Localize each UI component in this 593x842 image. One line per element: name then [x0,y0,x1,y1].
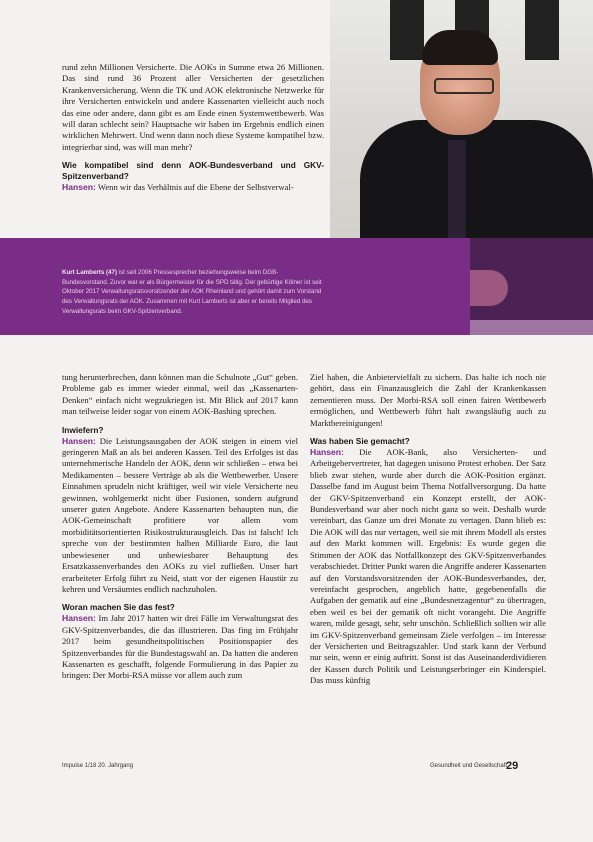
speaker-label: Hansen: [310,447,344,458]
left-intro: tung herunterbrechen, dann können man die Schulnote „Gut“ geben. Probleme gab es immer wieder einmal, weil das „Kassenarten-Denken“ einfach nicht wegzukriegen ist. Mit Blick auf 2017 kann man teilweise leider sogar von einem AOK-Bashing sprechen. [62,372,298,417]
person-glasses [434,78,494,94]
top-paragraph: rund zehn Millionen Versicherte. Die AOKs in Summe etwa 26 Millionen. Das sind rund 36 Prozent aller Versicherten der gesetzlichen Krankenversicherung. Wenn die TK und AOK elektronische Netzwerke für ihre Versicherten entwickeln und andere Kassenarten vielleicht auch noch das eine oder andere, dann gibt es am Ende einen Systemwettbewerb. Was will daran schlecht sein? Hauptsache wir haben im Ergebnis endlich einen wirklichen Mehrwert. Und wenn dann noch diese Systeme kompatibel bzw. integrierbar sind, was will man mehr? [62,62,324,152]
top-answer-text: Wenn wir das Verhältnis auf die Ebene der Selbstverwal- [97,182,294,193]
top-question: Wie kompatibel sind denn AOK-Bundesverband und GKV-Spitzenverband? [62,160,324,182]
right-column [310,372,546,687]
right-answer-1-text: Die AOK-Bank, also Versicherten- und Arbeitgebervertreter, hat dagegen unisono Protest erhoben. Der Satz blieb zwar stehen, wurde aber durch die AOK-Position ergänzt. Dasselbe fand im August beim Thema Notfallversorgung. Da hatte der GKV-Spitzenverband ein Konzept erstellt, der AOK-Bundesverband war aber noch nicht ganz so weit. Deshalb wurde vereinbart, das Ganze um drei Monate zu vertagen. Dann blieb es: Die AOK will das nur vertagen, weil sie mit ihrem Modell als erstes auf den Markt kommen will. Ergebnis: Es wurde gegen die Stimmen der AOK das Notfallkonzept des GKV-Spitzenverbandes verabschiedet. Dritter Punkt waren die Angriffe anderer Kassenarten auf den Vorstandsvorsitzenden der AOK-Bundesverbandes, der, vereinfacht gesprochen, angeblich hatte, gegebenenfalls die Aufgaben der gematik auf eine „Bundesnetzagentur“ zu übertragen, eben weil es bei der gematik oft nicht vorangeht. Die Angriffe waren, milde gesagt, sehr, sehr unschön. Schließlich sollten wir alle im GKV-Spitzenverband gemeinsam Ziele verfolgen – im Interesse der Versicherten und Beitragszahler. Und stark kann der Verbund nur sein, wenn er einig auftritt. Sonst ist das Auseinanderdividieren der Kassen durch Politik und Leistungserbringer ein Kinderspiel. Das muss künftig [310,447,546,686]
left-question-2: Woran machen Sie das fest? [62,602,175,613]
caption-band-overlay [470,238,593,335]
right-question-1: Was haben Sie gemacht? [310,436,410,447]
speaker-label: Hansen: [62,435,96,446]
left-answer-1-text: Die Leistungsausgaben der AOK steigen in einem viel geringeren Maß an als bei anderen Kassen. Teil des Erfolges ist das unternehmerische Handeln der AOK, denn wir schließen – etwa bei Medikamenten – bessere Verträge ab als die Wettbewerber. Unsere Einnahmen sprudeln nicht kräftiger, weil wir viele Versicherte neu gewinnen, wohlgemerkt nicht über Fusionen, sondern aufgrund unserer guten Angebote. Andere Kassenarten behaupten nun, die AOK-Gemeinschaft profitiere vor allem vom morbiditätsorientierten Risikostrukturausgleich. Das ist falsch! Ich spreche von der bestimmten halben Milliarde Euro, die laut unbewiesener und unbewiesbarer Behauptung des Ersatzkassenverbandes den AOKs zu viel zufließen. Unser hart erarbeiteter Erfolg führt zu Neid, statt vor der eigenen Haustür zu kehren und Versäumtes endlich nachzuholen. [62,435,298,594]
right-answer-1 [310,447,546,687]
left-question-1: Inwiefern? [62,424,104,435]
page-number: 29 [506,760,519,772]
left-answer-2 [62,613,298,681]
left-column [62,372,298,682]
left-answer-2-text: Im Jahr 2017 hatten wir drei Fälle im Verwaltungsrat des GKV-Spitzenverbandes, die das illustrieren. Das fing im Frühjahr 2017 beim gesundheitspolitischen Positionspapier des Spitzenverbandes für die Bundestagswahl an. Da hatten die anderen Kassenarten es geschafft, folgende Formulierung in das Papier zu bringen: Der Morbi-RSA müsse vor allem auch zum [62,613,299,681]
speaker-label: Hansen: [62,613,96,624]
caption-name: Kurt Lamberts (47) [62,269,118,276]
footer-publication: Impulse 1/18 20. Jahrgang [62,763,134,769]
top-answer [62,182,324,193]
top-column [62,62,324,194]
person-hair [422,30,498,65]
speaker-label: Hansen: [62,182,96,193]
caption-body: ist seit 2006 Pressesprecher beziehungsweise beim DGB-Bundesvorstand. Zuvor war er als Bürgermeister für die SPD tätig. Der gebürtige Kölner ist seit Oktober 2017 Verwaltungsratsvorsitzender der AOK Rheinland und gehört damit zum Vorstand des Verwaltungsrats der AOK. Zusammen mit Kurt Lamberts ist aber er bereits Mitglied des Verwaltungsrats beim GKV-Spitzenverband. [62,269,322,315]
right-intro: Ziel haben, die Anbietervielfalt zu sichern. Das halte ich noch nie gehört, dass ein Finanzausgleich die Zahl der Krankenkassen zementieren muss. Der Morbi-RSA soll einen fairen Wettbewerb ermöglichen, und Wettbewerb führt halt zwangsläufig auch zu Marktbereinigungen! [310,372,546,428]
window-shape [525,0,559,60]
window-shape [390,0,424,60]
left-answer-1 [62,436,298,596]
photo-caption [62,268,322,317]
footer-section: Gesundheit und Gesellschaft [430,763,508,769]
